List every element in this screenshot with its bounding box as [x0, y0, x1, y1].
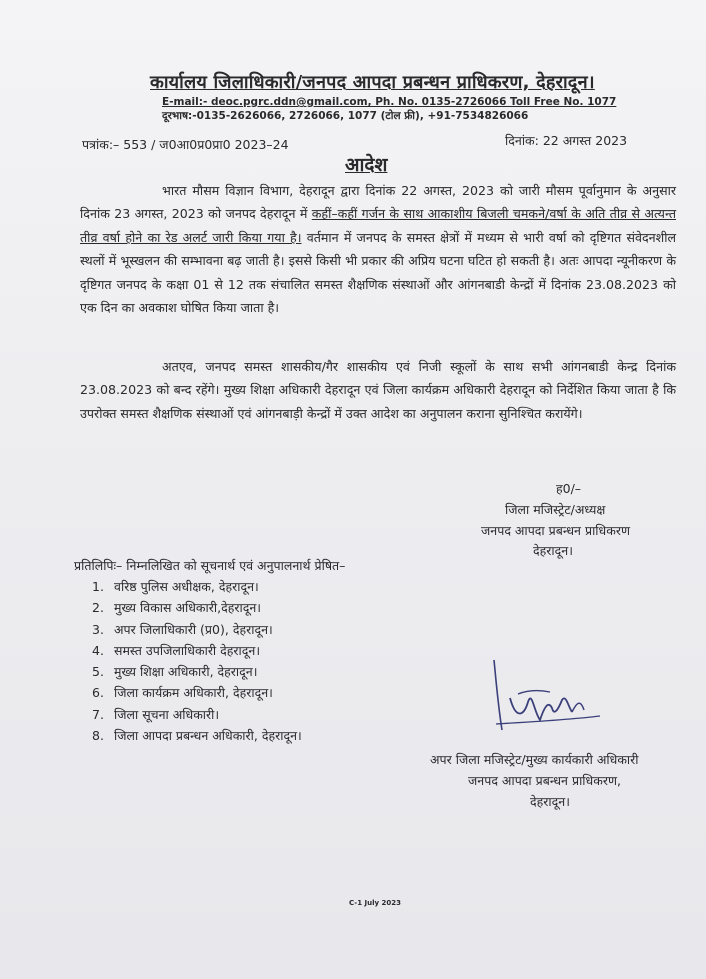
list-item: 7. जिला सूचना अधिकारी।: [92, 706, 220, 722]
list-item: 1. वरिष्ठ पुलिस अधीक्षक, देहरादून।: [92, 579, 259, 594]
list-item: 3. अपर जिलाधिकारी (प्र0), देहरादून।: [92, 621, 273, 637]
copy-recipient-list: [92, 576, 302, 746]
footer-code: C-1 July 2023: [349, 899, 401, 907]
copy-heading: प्रतिलिपिः– निम्नलिखित को सूचनार्थ एवं अनुपालनार्थ प्रेषित–: [74, 558, 346, 573]
paragraph-1-start: भारत मौसम विज्ञान विभाग, देहरादून द्वारा दिनांक 22 अगस्त, 2023 को जारी मौसम पूर्वानुमान के अनुसार दिनांक 23 अगस्त, 2023 को जनपद देहरादून में: [80, 183, 676, 222]
reference-number: पत्रांक:– 553 / ज0आ0प्र0प्रा0 2023–24: [82, 137, 289, 152]
list-item: 5. मुख्य शिक्षा अधिकारी, देहरादून।: [92, 664, 258, 680]
list-item: 6. जिला कार्यक्रम अधिकारी, देहरादून।: [92, 685, 273, 701]
order-paragraph-1: [80, 179, 676, 319]
contact-phone-line: दूरभाष:-0135-2626066, 2726066, 1077 (टोल फ्री), +91-7534826066: [162, 110, 529, 122]
signatory-authority: जनपद आपदा प्रबन्धन प्राधिकरण: [481, 523, 630, 538]
paragraph-1-end: वर्तमान में जनपद के समस्त क्षेत्रों में मध्यम से भारी वर्षा को दृष्टिगत संवेदनशील स्थलों में भूस्खलन की सम्भावना बढ़ जाती है। इससे किसी भी प्रकार की अप्रिय घटना घटित हो सकती है। अतः आपदा न्यूनीकरण के दृष्टिगत जनपद के कक्षा 01 से 12 तक संचालित समस्त शैक्षणिक संस्थाओं और आंगनबाडी केन्द्रों में दिनांक 23.08.2023 को एक दिन का अवकाश घोषित किया जाता है।: [80, 229, 677, 316]
signatory-place: देहरादून।: [533, 543, 573, 558]
handwritten-signature: [488, 650, 608, 746]
signatory-title: जिला मजिस्ट्रेट/अध्यक्ष: [505, 502, 606, 517]
additional-officer-title: अपर जिला मजिस्ट्रेट/मुख्य कार्यकारी अधिकारी: [430, 752, 639, 767]
list-item: 8. जिला आपदा प्रबन्धन अधिकारी, देहरादून।: [92, 728, 302, 744]
list-item: 2. मुख्य विकास अधिकारी,देहरादून।: [92, 600, 262, 616]
additional-officer-place: देहरादून।: [530, 794, 570, 809]
signed-mark: ह0/–: [556, 481, 582, 496]
list-item: 4. समस्त उपजिलाधिकारी देहरादून।: [92, 642, 261, 658]
office-heading: कार्यालय जिलाधिकारी/जनपद आपदा प्रबन्धन प्राधिकरण, देहरादून।: [150, 72, 595, 93]
contact-email-line: E-mail:- deoc.pgrc.ddn@gmail.com, Ph. No. 0135-2726066 Toll Free No. 1077: [162, 96, 617, 108]
order-paragraph-2: अतएव, जनपद समस्त शासकीय/गैर शासकीय एवं निजी स्कूलों के साथ सभी आंगनबाडी केन्द्र दिनांक 23.08.2023 को बन्द रहेंगे। मुख्य शिक्षा अधिकारी देहरादून एवं जिला कार्यक्रम अधिकारी देहरादून को निर्देशित किया जाता है कि उपरोक्त समस्त शैक्षणिक संस्थाओं एवं आंगनबाड़ी केन्द्रों में उक्त आदेश का अनुपालन कराना सुनिश्चित करायेंगे।: [80, 359, 676, 421]
red-alert-text: कहीं–कहीं गर्जन के साथ आकाशीय बिजली चमकने/वर्षा के अति तीव्र से अत्यन्त तीव्र वर्षा होने का रेड अलर्ट जारी किया गया है।: [80, 206, 676, 245]
additional-officer-authority: जनपद आपदा प्रबन्धन प्राधिकरण,: [468, 773, 621, 788]
order-title: आदेश: [345, 154, 388, 176]
order-date: दिनांक: 22 अगस्त 2023: [505, 133, 628, 148]
